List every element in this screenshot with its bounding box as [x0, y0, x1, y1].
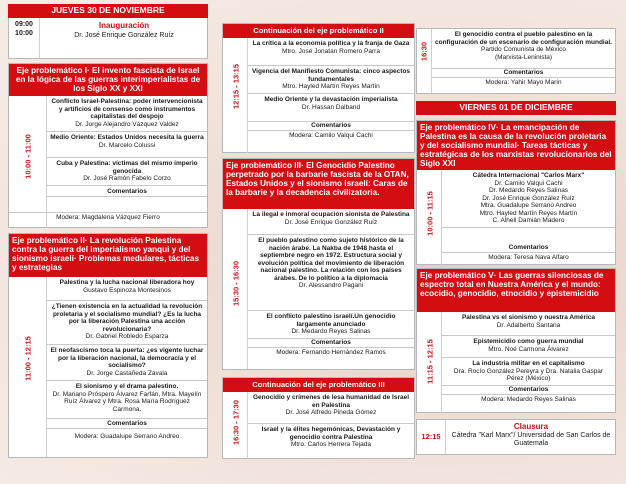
cont3-time: 16:30 - 17:30	[231, 399, 241, 446]
col3-top-card	[416, 28, 616, 94]
eje4-catedra: Cátedra Internacional "Carlos Marx" Dr. Camilo Valqui Cachi Dr. Medardo Reyes Salinas Dr. José Enrique González Ruíz Mtra. Guadalupe Serrano Andreo Mtro. Hayled Martín Reyes Martín C. Alhell Damián Madero	[442, 170, 615, 228]
cont3-talk-1: Genocidio y crímenes de lesa humanidad de Israel en Palestina Dr. José Alfredo Pineda Gómez	[248, 392, 414, 424]
clausura-card	[416, 419, 616, 455]
eje3-title: Eje problemático III· El Genocidio Palestino perpetrado por la barbarie fascista de la OTAN, Estados Unidos y el sionismo israelí: Caras de la barbarie y la decadencia civilizatoria.	[223, 159, 414, 209]
eje2-talk-3: El neofascismo toca la puerta: ¿es vigente luchar por la liberación nacional, la democracia y el socialismo? Dr. Jorge Castañeda Zavala	[47, 345, 207, 381]
eje1-time: 10:00 - 11:00	[23, 134, 33, 179]
eje3-talk-1: La ilegal e inmoral ocupación sionista de Palestina Dr. José Enrique González Ruíz	[248, 209, 414, 235]
cont2-title: Continuación del eje problemático II	[223, 24, 414, 38]
inauguracion-title: Inauguración	[98, 21, 150, 30]
eje1-talk-1: Conflicto Israel-Palestina: poder intervencionista y artificios de consenso como instrumentos capitalistas del despojo Dr. Jorge Alejandro Vázquez Valdez	[47, 96, 207, 132]
day-header: JUEVES 30 DE NOVIEMBRE	[8, 4, 208, 18]
col3-top-moderator: Modera: Yahir Mayo Marín	[485, 79, 562, 86]
eje5-title: Eje problemático V· Las guerras silenciosas de espectro total en Nuestra América y el mundo: ecocidio, genocidio, etnocidio y epistemicidio	[417, 269, 615, 312]
cont2-moderator: Modera: Camilo Valqui Cachi	[289, 132, 373, 139]
inauguracion-speaker: Dr. José Enrique González Ruíz	[74, 32, 174, 39]
eje2-moderator: Modera: Guadalupe Serrano Andreo	[74, 433, 180, 440]
cont3-card	[222, 377, 415, 459]
eje3-card	[222, 158, 415, 370]
eje5-time: 11:15 - 12:15	[425, 339, 435, 384]
eje2-talk-4: El sionismo y el drama palestino. Dr. Mariano Próspero Álvarez Farfán, Mtra. Mayelín Ruíz Álvarez y Mtra. Rosa María Rodríguez Carmona.	[47, 381, 207, 419]
eje5-talk-3: La industria militar en el capitalismo Dra. Rocío González Pereyra y Dra. Natalia Gaspar Pérez (México)	[442, 358, 615, 386]
eje2-comments: Comentarios	[47, 420, 207, 429]
eje5-card	[416, 268, 616, 413]
day1-card	[8, 5, 208, 59]
cont2-talk-1: La crítica a la economía política y la franja de Gaza Mtro. José Jonatan Romero Parra	[248, 38, 414, 66]
eje2-time: 11:00 - 12:15	[23, 336, 33, 381]
eje4-time: 10:00 - 11:15	[425, 191, 435, 236]
cont2-talk-2: Vigencia del Manifiesto Comunista: cinco aspectos fundamentales Mtro. Hayled Martín Reyes Martín	[248, 66, 414, 94]
eje5-talk-2: Epistemicidio como guerra mundial Mtro. Noé Carmona Álvarez	[442, 336, 615, 358]
cont2-comments: Comentarios	[248, 122, 414, 131]
eje1-comments: Comentarios	[47, 188, 207, 197]
cont3-title: Continuación del eje problemático III	[223, 378, 414, 392]
eje3-talk-2: El pueblo palestino como sujeto histórico de la nación árabe. La Nakba de 1948 hasta el septiembre negro en 1972. Estructura social y evolución política del movimiento de liberación nacional palestino. La relación con los países árabes. De lo político a la diplomacia Dr. Alessandro Pagani	[248, 235, 414, 311]
eje3-comments: Comentarios	[248, 339, 414, 348]
eje5-comments: Comentarios	[442, 386, 615, 395]
eje4-card	[416, 120, 616, 265]
cont2-talk-3: Medio Oriente y la devastación imperialista Dr. Hassan Dalband	[248, 94, 414, 122]
cont2-time: 12:15 - 13:15	[231, 63, 241, 110]
eje3-talk-3: El conflicto palestino israelí.Un genocidio largamente anunciado Dr. Medardo Reyes Salinas	[248, 311, 414, 339]
time-start: 09:00	[15, 21, 33, 28]
eje2-title: Eje problemático II· La revolución Palestina contra la guerra del imperialismo yanqui y del sionismo israelí· Problemas medulares, tácticas y estrategias	[9, 234, 207, 277]
eje3-moderator: Modera: Fernando Hernández Ramos	[276, 349, 386, 356]
inauguracion-times	[9, 20, 39, 38]
cont3-talk-2: Israel y la élites hegemónicas, Devastación y genocidio contra Palestina Mtro. Carlos Herrera Tejada	[261, 426, 401, 448]
eje5-talk-1: Palestina vs el sionismo y nuestra América Dr. Adalberto Santana	[442, 312, 615, 336]
eje1-talk-3: Cuba y Palestina: víctimas del mismo imperio genocida Dr. José Ramón Fabelo Corzo	[47, 158, 207, 186]
eje1-title: Eje problemático I· El invento fascista de Israel en la lógica de las guerras interimperialistas de los Siglo XX y XXI	[9, 64, 207, 96]
eje1-moderator: Modera: Magdalena Vázquez Fierro	[9, 212, 207, 223]
col3-top-comments: Comentarios	[432, 69, 615, 78]
eje4-moderator: Modera: Teresa Nava Alfaro	[488, 254, 569, 261]
eje4-comments: Comentarios	[442, 228, 615, 253]
eje1-card	[8, 63, 208, 228]
col3-top-talk: El genocidio contra el pueblo palestino en la configuración de un escenario de configuración mundial. Partido Comunista de México (Marxista-Leninista)	[432, 29, 615, 69]
eje2-talk-2: ¿Tienen existencia en la actualidad la revolución proletaria y el socialismo mundial? ¿Es la lucha por la liberación Palestina una acción revolucionaria? Dr. Gabriel Robledo Esparza	[47, 301, 207, 345]
eje4-title: Eje problemático IV· La emancipación de Palestina es la causa de la revolución proletaria y del socialismo mundial· Tareas tácticas y estratégicas de los marxistas revolucionarios del Siglo XXI	[417, 121, 615, 170]
eje5-moderator: Modera: Medardo Reyes Salinas	[481, 396, 576, 403]
cont2-card	[222, 23, 415, 153]
clausura-time: 12:15	[421, 432, 441, 441]
time-end: 10:00	[15, 30, 33, 37]
eje2-card	[8, 233, 208, 458]
clausura-title: Clausura	[513, 422, 549, 431]
catedra-name: Cátedra Internacional "Carlos Marx"	[472, 172, 585, 179]
eje2-talk-1: Palestina y la lucha nacional liberadora hoy Gustavo Espinoza Montesinos	[47, 277, 207, 301]
day2-header: VIERNES 01 DE DICIEMBRE	[416, 101, 616, 115]
eje3-time: 15:30 - 16:30	[231, 260, 241, 307]
eje1-talk-2: Medio Oriente: Estados Unidos necesita la guerra Dr. Marcelo Colussi	[47, 132, 207, 158]
clausura-text: Cátedra "Karl Marx"/ Universidad de San Carlos de Guatemala	[451, 432, 611, 447]
col3-top-time: 16:30	[419, 41, 429, 62]
